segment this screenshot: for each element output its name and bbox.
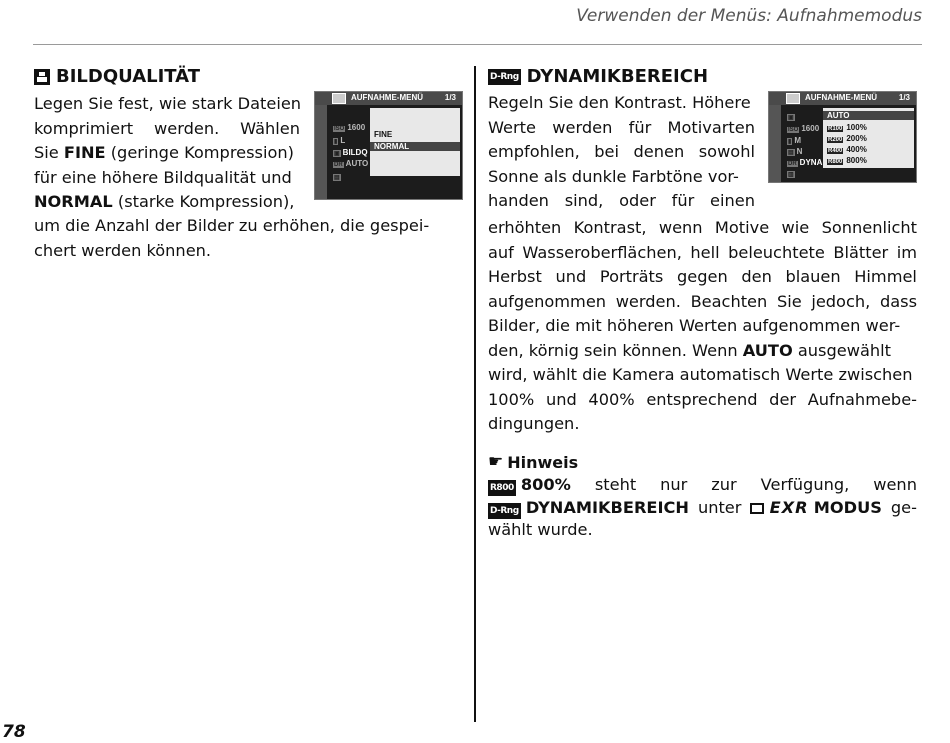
exr-logo: EXR (769, 497, 809, 517)
note-heading (488, 452, 578, 472)
menu-row: DR AUTO (334, 159, 369, 168)
menu-row: DR DYNA (788, 158, 823, 167)
pointing-hand-icon: ☛ (488, 452, 504, 472)
bildqualitaet-text (34, 92, 300, 215)
option-fine[interactable]: FINE (374, 130, 393, 139)
option-auto[interactable]: AUTO (823, 111, 914, 120)
dynamikbereich-text-top (488, 91, 755, 214)
text-line: empfohlen, bei denen sowohl (488, 142, 755, 161)
text-line: 100% und 400% entsprechend der Aufnahmebe- (488, 389, 917, 409)
d-range-icon: D-Rng (488, 503, 521, 519)
dynamikbereich-heading-text: DYNAMIKBEREICH (526, 66, 709, 87)
screen-title: AUFNAHME-MENÜ (351, 93, 423, 102)
dr-800-icon: R800 (488, 480, 516, 496)
text-line: auf Wasseroberflächen, hell beleuchtete Blätter im (488, 242, 917, 262)
screen-page: 1/3 (444, 93, 456, 102)
text-line: R800 800% steht nur zur Verfügung, wenn (490, 475, 917, 494)
d-range-icon: D-Rng (488, 69, 521, 85)
text-line: Legen Sie fest, wie stark Dateien (34, 94, 302, 113)
note-title: Hinweis (507, 452, 579, 472)
text-line: Bilder, die mit höheren Werten aufgenommen wer- (488, 316, 901, 335)
option-400[interactable]: R400 400% (828, 145, 867, 154)
text-line: Sonne als dunkle Farbtöne vor- (488, 166, 739, 186)
option-normal[interactable]: NORMAL (370, 142, 460, 151)
option-100[interactable]: R100 100% (828, 123, 867, 132)
camera-screen-dynamikbereich (768, 91, 917, 183)
camera-tab-icon (786, 93, 800, 104)
text-line: Sie FINE (geringe Kompression) (34, 143, 294, 162)
text-line: Werte werden für Motivarten (488, 117, 755, 137)
text-line: komprimiert werden. Wählen (34, 118, 300, 138)
text-line: Regeln Sie den Kontrast. Höhere (488, 93, 751, 112)
dynamikbereich-text (488, 216, 917, 437)
menu-row: ▤ N (788, 147, 803, 156)
quality-options-popup (370, 108, 460, 176)
menu-row: ▣ (788, 115, 794, 121)
text-line: chert werden können. (34, 240, 212, 260)
screen-page: 1/3 (898, 93, 910, 102)
option-800[interactable]: R800 800% (828, 156, 867, 165)
page-header-title: Verwenden der Menüs: Aufnahmemodus (576, 6, 922, 26)
text-line: NORMAL (starke Kompression), (34, 192, 295, 211)
text-line: wählt wurde. (488, 520, 593, 539)
text-line: den, körnig sein können. Wenn AUTO ausgewählt (488, 340, 891, 360)
bildqualitaet-heading-text: BILDQUALITÄT (56, 66, 200, 87)
text-line: wird, wählt die Kamera automatisch Werte zwischen (488, 365, 913, 384)
camera-tab-icon (332, 93, 346, 104)
camera-screen-bildqualitaet (314, 91, 463, 200)
text-line: dingungen. (488, 414, 580, 433)
menu-row: ▮ M (788, 136, 801, 145)
text-line: für eine höhere Bildqualität und (34, 167, 292, 187)
dynamikbereich-heading (488, 65, 708, 89)
dynamic-range-options-popup (823, 108, 914, 168)
bildqualitaet-heading (34, 65, 200, 89)
text-line: handen sind, oder für einen (488, 191, 755, 210)
text-line: aufgenommen werden. Beachten Sie jedoch, dass (488, 291, 917, 311)
note-text (488, 474, 917, 542)
header-rule (33, 44, 922, 45)
option-200[interactable]: R200 200% (828, 134, 867, 143)
screen-sidebar (769, 105, 781, 182)
image-quality-icon (34, 69, 50, 85)
bildqualitaet-text-cont (34, 214, 464, 263)
text-line: D-Rng DYNAMIKBEREICH unter EXR MODUS ge- (490, 497, 917, 517)
menu-row: ▥ (788, 172, 794, 178)
screen-title: AUFNAHME-MENÜ (805, 93, 877, 102)
menu-row: ISO 1600 (334, 123, 366, 132)
menu-row: ▤ (334, 175, 340, 181)
text-line: um die Anzahl der Bilder zu erhöhen, die gespei- (34, 216, 430, 235)
screen-sidebar (315, 105, 327, 199)
camera-mode-icon (750, 503, 764, 514)
menu-row: ▮ L (334, 136, 346, 145)
menu-row: ISO 1600 (788, 124, 820, 133)
page-number: 78 (2, 722, 26, 742)
text-line: erhöhten Kontrast, wenn Motive wie Sonnenlicht (488, 218, 917, 237)
menu-row: ▣ BILDQ (334, 148, 368, 157)
column-divider (474, 66, 476, 722)
text-line: Herbst und Porträts gegen den blauen Himmel (488, 267, 917, 286)
